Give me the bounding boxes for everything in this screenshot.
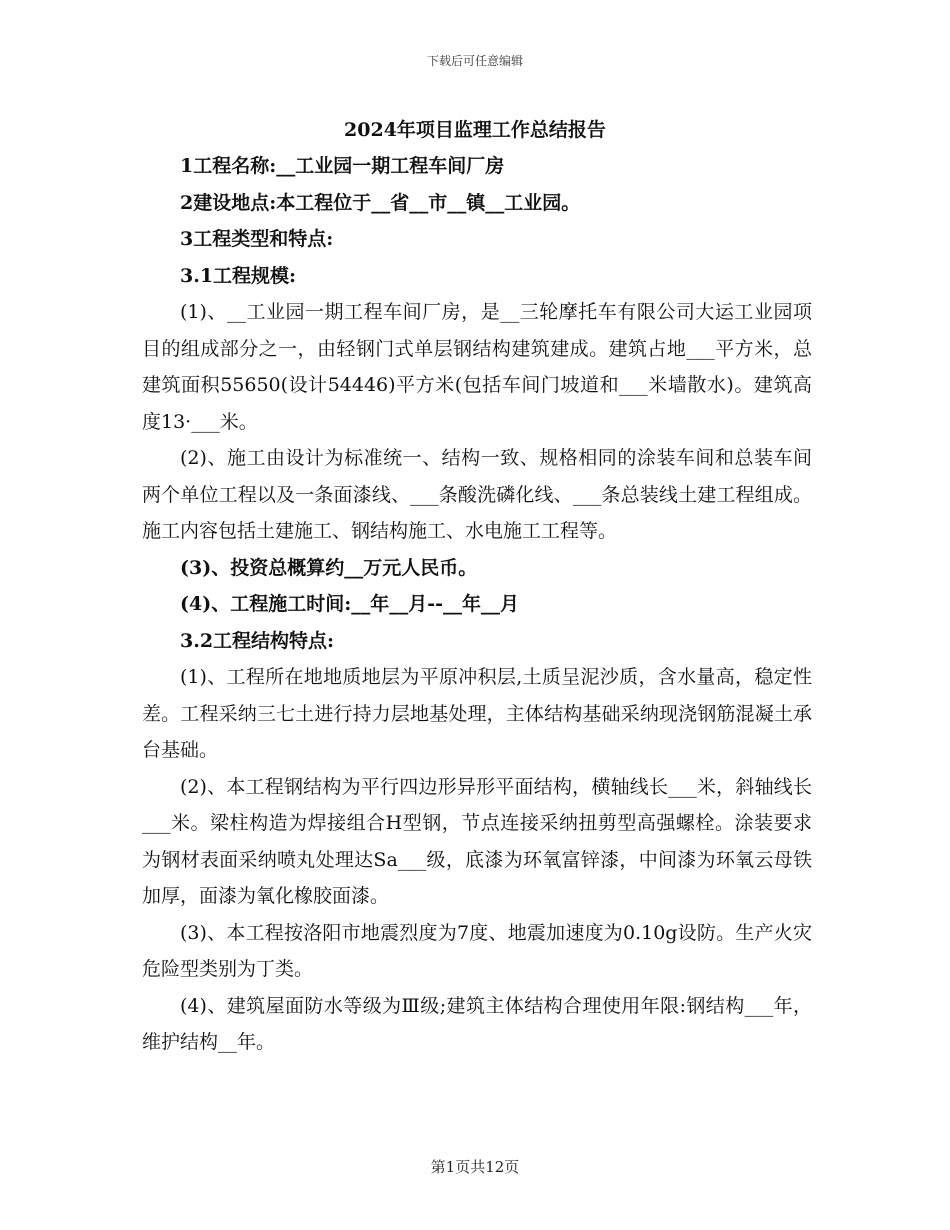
structure-paragraph-1: (1)、工程所在地地质地层为平原冲积层,土质呈泥沙质，含水量高，稳定性差。工程采纳三七土进行持力层地基处理，主体结构基础采纳现浇钢筋混凝土承台基础。	[142, 666, 812, 761]
page-number: 第1页共12页	[430, 1158, 520, 1176]
structure-paragraph-3: (3)、本工程按洛阳市地震烈度为7度、地震加速度为0.10g设防。生产火灾危险型类别为丁类。	[142, 921, 812, 980]
investment-line: (3)、投资总概算约__万元人民币。	[180, 556, 478, 579]
project-name-line: 1工程名称:__工业园一期工程车间厂房	[180, 155, 505, 177]
section-heading-3: 3工程类型和特点:	[180, 228, 334, 250]
construction-site-line: 2建设地点:本工程位于__省__市__镇__工业园。	[180, 191, 581, 214]
section-heading-3-2: 3.2工程结构特点:	[180, 629, 335, 652]
page-header: 下载后可任意编辑	[426, 54, 523, 68]
structure-paragraph-4: (4)、建筑屋面防水等级为Ⅲ级;建筑主体结构合理使用年限:钢结构___年，维护结构__年。	[142, 994, 812, 1053]
structure-paragraph-2: (2)、本工程钢结构为平行四边形异形平面结构，横轴线长___米，斜轴线长___米。梁柱构造为焊接组合H型钢，节点连接采纳扭剪型高强螺栓。涂装要求为钢材表面采纳喷丸处理达Sa___级，底漆为环氧富锌漆，中间漆为环氧云母铁加厚，面漆为氧化橡胶面漆。	[142, 775, 812, 907]
scale-paragraph-2: (2)、施工由设计为标准统一、结构一致、规格相同的涂装车间和总装车间两个单位工程以及一条面漆线、___条酸洗磷化线、___条总装线土建工程组成。施工内容包括土建施工、钢结构施工、水电施工工程等。	[142, 447, 812, 542]
document-title: 2024年项目监理工作总结报告	[344, 119, 606, 141]
scale-paragraph-1: (1)、__工业园一期工程车间厂房，是__三轮摩托车有限公司大运工业园项目的组成部分之一，由轻钢门式单层钢结构建筑建成。建筑占地___平方米，总建筑面积55650(设计54446)平方米(包括车间门坡道和___米墙散水)。建筑高度13·___米。	[142, 301, 812, 433]
document-body	[142, 148, 812, 1061]
section-heading-3-1: 3.1工程规模:	[180, 264, 297, 287]
schedule-line: (4)、工程施工时间:__年__月--__年__月	[180, 593, 519, 615]
